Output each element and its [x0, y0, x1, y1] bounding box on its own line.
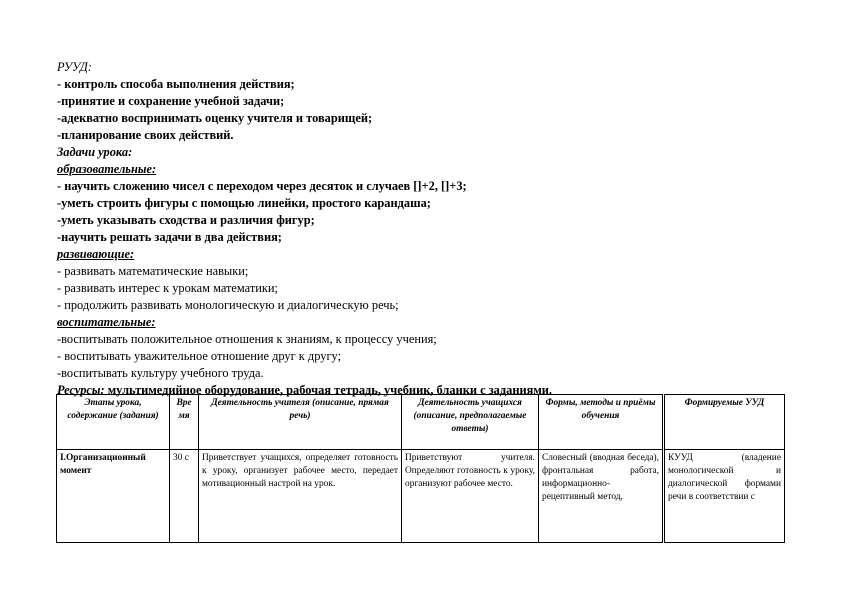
educational-item: -уметь указывать сходства и различия фигур;	[57, 213, 315, 227]
table-header-row	[57, 395, 785, 450]
lesson-table	[56, 394, 785, 543]
developing-item: - продолжить развивать монологическую и диалогическую речь;	[57, 298, 399, 312]
developing-heading: развивающие:	[57, 247, 135, 261]
upbringing-item: -воспитывать культуру учебного труда.	[57, 366, 264, 380]
developing-item: - развивать математические навыки;	[57, 264, 249, 278]
cell-teacher: Приветствует учащихся, определяет готовность к уроку, организует рабочее место, передает мотивационный настрой на урок.	[199, 450, 402, 543]
resources-text: мультимедийное оборудование, рабочая тетрадь, учебник, бланки с заданиями.	[104, 383, 552, 397]
cell-stage: I.Организационный момент	[57, 450, 170, 543]
header-teacher: Деятельность учителя (описание, прямая речь)	[199, 395, 402, 450]
header-methods: Формы, методы и приёмы обучения	[539, 395, 664, 450]
cell-time: 30 с	[170, 450, 199, 543]
header-uud: Формируемые УУД	[664, 395, 785, 450]
ruud-item: - контроль способа выполнения действия;	[57, 77, 295, 91]
upbringing-item: - воспитывать уважительное отношение друг к другу;	[57, 349, 342, 363]
ruud-item: -принятие и сохранение учебной задачи;	[57, 94, 285, 108]
tasks-heading: Задачи урока:	[57, 145, 133, 159]
upbringing-item: -воспитывать положительное отношения к знаниям, к процессу учения;	[57, 332, 437, 346]
educational-item: -уметь строить фигуры с помощью линейки, простого карандаша;	[57, 196, 431, 210]
ruud-heading: РУУД:	[57, 60, 92, 74]
cell-students: Приветствуют учителя. Определяют готовность к уроку, организуют рабочее место.	[402, 450, 539, 543]
cell-methods: Словесный (вводная беседа), фронтальная работа, информационно-рецептивный метод,	[539, 450, 664, 543]
ruud-item: -планирование своих действий.	[57, 128, 234, 142]
header-time: Вре мя	[170, 395, 199, 450]
developing-item: - развивать интерес к урокам математики;	[57, 281, 278, 295]
header-stage: Этапы урока, содержание (задания)	[57, 395, 170, 450]
educational-item: - научить сложению чисел с переходом через десяток и случаев []+2, []+3;	[57, 179, 467, 193]
resources-label: Ресурсы:	[57, 383, 105, 397]
ruud-item: -адекватно воспринимать оценку учителя и товарищей;	[57, 111, 373, 125]
lesson-text	[57, 59, 797, 399]
cell-uud: КУУД (владение монологической и диалогической формами речи в соответствии с	[664, 450, 785, 543]
educational-item: -научить решать задачи в два действия;	[57, 230, 282, 244]
educational-heading: образовательные:	[57, 162, 157, 176]
header-students: Деятельность учащихся (описание, предполагаемые ответы)	[402, 395, 539, 450]
upbringing-heading: воспитательные:	[57, 315, 156, 329]
table-row	[57, 450, 785, 543]
